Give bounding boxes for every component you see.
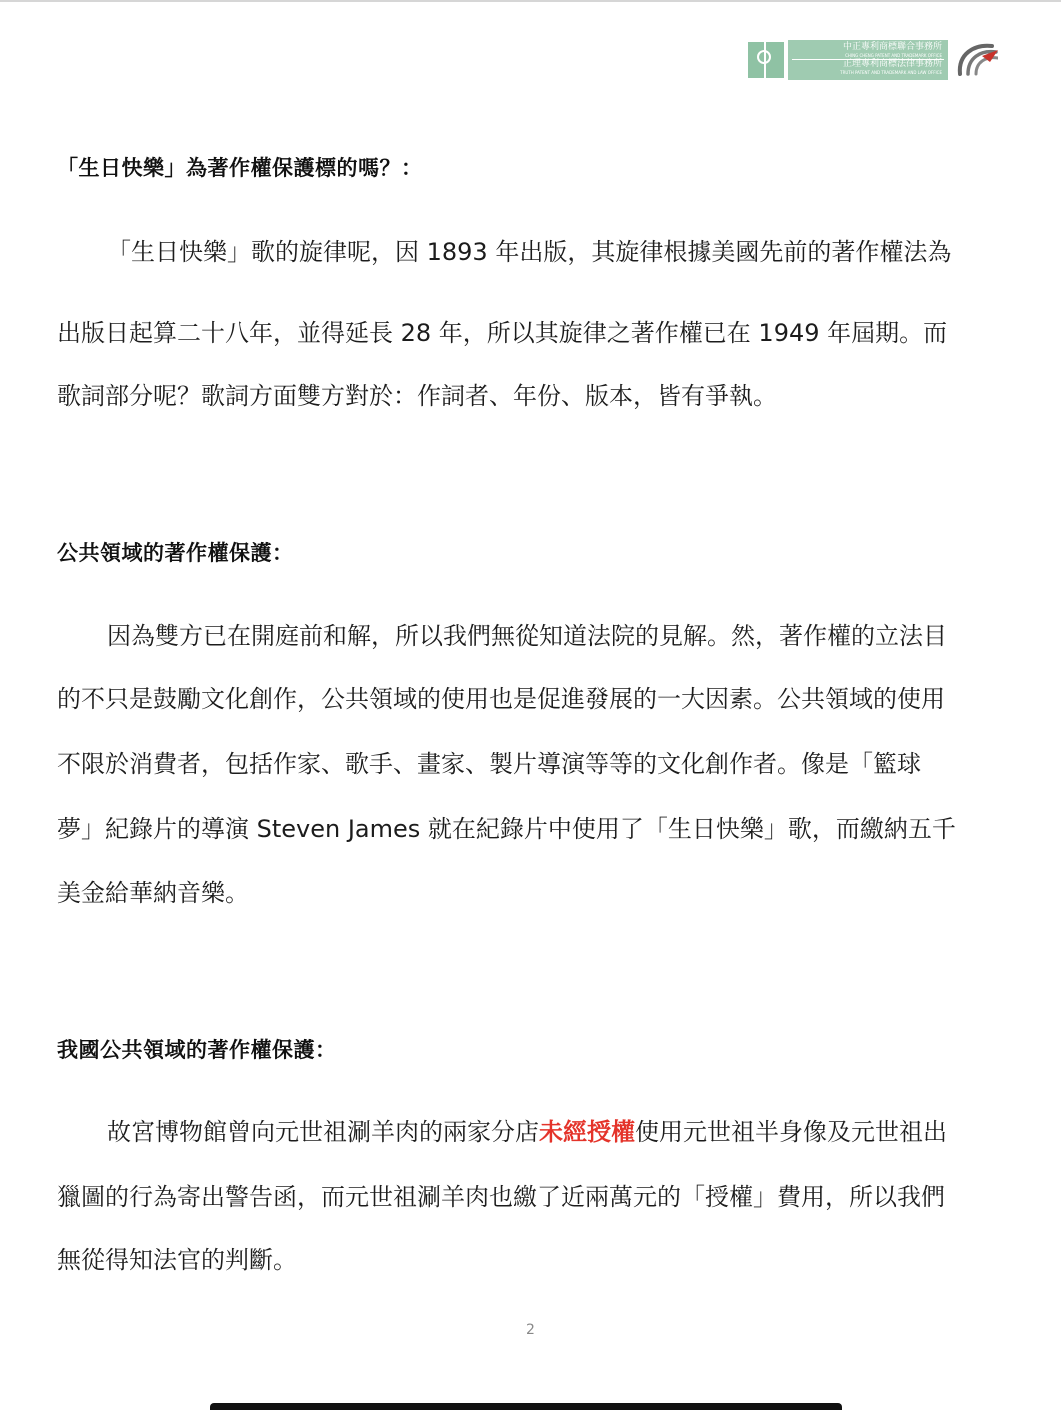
paragraph-line: 的不只是鼓勵文化創作，公共領域的使用也是促進發展的一大因素。公共領域的使用: [57, 685, 945, 713]
firm-name-2: 正理專利商標法律事務所: [842, 59, 942, 69]
paragraph-line: 因為雙方已在開庭前和解，所以我們無從知道法院的見解。然，著作權的立法目: [107, 622, 947, 650]
text-run: 使用元世祖半身像及元世祖出: [635, 1118, 947, 1146]
paragraph-line: 獵圖的行為寄出警告函，而元世祖涮羊肉也繳了近兩萬元的「授權」費用，所以我們: [57, 1183, 945, 1211]
highlighted-text-unauthorized: 未經授權: [539, 1118, 635, 1146]
text-run: 故宮博物館曾向元世祖涮羊肉的兩家分店: [107, 1118, 539, 1146]
firm-name-1-en: CHING CHENG PATENT AND TRADEMARK OFFICE: [845, 53, 942, 58]
paragraph-line-with-highlight: [107, 1112, 947, 1147]
paragraph-line: 無從得知法官的判斷。: [57, 1246, 297, 1274]
paragraph-line: 不限於消費者，包括作家、歌手、畫家、製片導演等等的文化創作者。像是「籃球: [57, 750, 921, 778]
paragraph-line: 歌詞部分呢？歌詞方面雙方對於：作詞者、年份、版本，皆有爭執。: [57, 382, 777, 410]
logo-text-panel: [788, 40, 948, 80]
page-number: 2: [526, 1322, 535, 1338]
firm-logo: [748, 40, 998, 80]
section-heading-taiwan-public-domain: 我國公共領域的著作權保護：: [57, 1038, 337, 1062]
section-heading-public-domain: 公共領域的著作權保護：: [57, 541, 294, 565]
firm-name-1: 中正專利商標聯合事務所: [842, 42, 942, 52]
paragraph-line: 「生日快樂」歌的旋律呢，因 1893 年出版，其旋律根據美國先前的著作權法為: [107, 238, 952, 266]
home-indicator-bar[interactable]: [210, 1403, 842, 1410]
paragraph-line: 夢」紀錄片的導演 Steven James 就在紀錄片中使用了「生日快樂」歌，而繳納五千: [57, 815, 956, 843]
paragraph-line: 美金給華納音樂。: [57, 879, 249, 907]
logo-seal-icon: [748, 42, 784, 78]
firm-name-2-en: TRUTH PATENT AND TRADEMARK AND LAW OFFICE: [840, 70, 942, 75]
top-divider: [0, 0, 1061, 2]
section-heading-birthday-copyright: 「生日快樂」為著作權保護標的嗎？：: [57, 156, 423, 180]
paragraph-line: 出版日起算二十八年，並得延長 28 年，所以其旋律之著作權已在 1949 年屆期。而: [57, 319, 948, 347]
swoosh-logo-icon: [952, 42, 998, 78]
